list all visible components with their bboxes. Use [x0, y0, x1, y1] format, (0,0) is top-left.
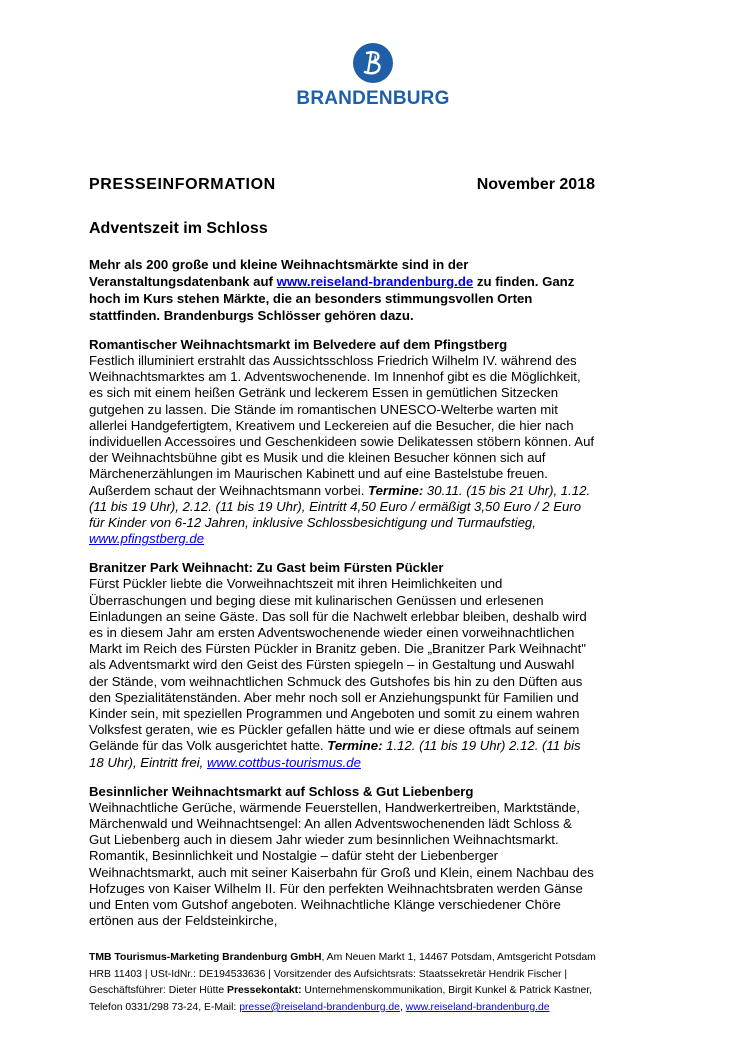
termine-text: 1.12. (11 bis 19 Uhr) 2.12. (11 bis 18 Uhr), Eintritt frei, — [89, 738, 581, 770]
lead-paragraph — [89, 256, 595, 324]
page-title: Adventszeit im Schloss — [89, 220, 268, 237]
section-body: Weihnachtliche Gerüche, wärmende Feuerstellen, Handwerkertreiben, Marktstände, Märchenwald und Weihnachtsengel: An allen Adventswochenenden lädt Schloss & Gut Liebenberg auch in diesem Jahr wieder zum besinnlichen Weihnachtsmarkt. Romantik, Besinnlichkeit und Nostalgie – dafür steht der Liebenberger Weihnachtsmarkt, auch mit seiner Kaiserbahn für Groß und Klein, einem Nachbau des Hofzuges von Kaiser Wilhelm II. Für den perfekten Weihnachtsbraten werden Gänse und Enten vom Gutshof angeboten. Weihnachtliche Klänge verschiedener Chöre ertönen aus der Feldsteinkirche, — [89, 799, 594, 929]
termine-label: Termine: — [368, 482, 424, 498]
reiseland-link[interactable]: www.reiseland-brandenburg.de — [276, 274, 474, 289]
logo-wordmark: BRANDENBURG — [296, 88, 450, 109]
document-body — [89, 176, 595, 930]
footer-website-link[interactable]: www.reiseland-brandenburg.de — [405, 1001, 550, 1013]
lead-text-after: zu finden. Ganz hoch im Kurs stehen Märkte, die an besonders stimmungsvollen Orten stattfinden. Brandenburgs Schlösser gehören dazu. — [89, 274, 575, 323]
section-body — [89, 353, 595, 547]
section-text: Festlich illuminiert erstrahlt das Aussichtsschloss Friedrich Wilhelm IV. während des Weihnachtsmarktes am 1. Adventswochenende. Im Innenhof gibt es die Möglichkeit, es sich mit einem heißen Getränk und leckerem Essen in gemütlichen Sitzecken gutgehen zu lassen. Die Stände im romantischen UNESCO-Welterbe warten mit allerlei Handgefertigtem, Kreativem und Leckereien auf die Besucher, die hier nach individuellen Accessoires und Geschenkideen sowie Delikatessen stöbern können. Auf der Weihnachtsbühne gibt es Musik und die kleinen Besucher können sich auf Märchenerzählungen im Maurischen Kabinett und auf eine Bastelstube freuen. Außerdem schaut der Weihnachtsmann vorbei. — [89, 353, 595, 498]
page-footer — [89, 950, 599, 1016]
termine-label: Termine: — [327, 738, 383, 754]
pfingstberg-link[interactable]: www.pfingstberg.de — [89, 531, 205, 547]
termine-text: 30.11. (15 bis 21 Uhr), 1.12. (11 bis 19 Uhr), 2.12. (11 bis 19 Uhr), Eintritt 4,50 Euro / ermäßigt 3,50 Euro / 2 Euro für Kinder von 6-12 Jahren, inklusive Schlossbesichtigung und Turmaufstieg, — [89, 482, 591, 531]
footer-company: TMB Tourismus-Marketing Brandenburg GmbH — [89, 952, 322, 963]
section-branitz — [89, 559, 595, 770]
footer-text-2: Unternehmenskommunikation, Birgit Kunkel & Patrick Kastner, Telefon 0331/298 73-24, E-Mail: — [89, 985, 593, 1013]
section-title: Branitzer Park Weihnacht: Zu Gast beim Fürsten Pückler — [89, 560, 444, 576]
footer-text-3: , — [399, 1001, 406, 1013]
footer-contact-label: Pressekontakt: — [227, 985, 302, 997]
brand-logo — [0, 42, 746, 110]
lead-text-before: Mehr als 200 große und kleine Weihnachtsmärkte sind in der Veranstaltungsdatenbank auf — [89, 257, 469, 289]
brandenburg-b-icon — [352, 42, 394, 84]
cottbus-tourismus-link[interactable]: www.cottbus-tourismus.de — [207, 754, 361, 770]
footer-text-1: , Am Neuen Markt 1, 14467 Potsdam, Amtsgericht Potsdam HRB 11403 | USt-IdNr.: DE194533636 | Vorsitzender des Aufsichtsrats: Staatssekretär Hendrik Fischer | Geschäftsführer: Dieter Hütte — [89, 952, 596, 997]
press-date: November 2018 — [476, 176, 595, 193]
section-pfingstberg — [89, 336, 595, 547]
section-text: Fürst Pückler liebte die Vorweihnachtszeit mit ihren Heimlichkeiten und Überraschungen und beging diese mit kulinarischen Genüssen und erlesenen Einladungen an seine Gäste. Das soll für die Nachwelt erlebbar bleiben, deshalb wird es in diesem Jahr am ersten Adventswochenende wieder einen vorweihnachtlichen Markt im Reich des Fürsten Pückler in Branitz geben. Die „Branitzer Park Weihnacht" als Adventsmarkt wird den Geist des Fürsten spiegeln – in Gestaltung und Auswahl der Stände, vom weihnachtlichen Schmuck des Gutshofes bis hin zu den Düften aus den Spezialitätenständen. Aber mehr noch soll er Anziehungspunkt für Familien und Kinder sein, mit speziellen Programmen und Angeboten und somit zu einem wahren Volksfest geraten, wie es Pückler gefallen hätte und wie er diese oftmals auf seinem Gelände für das Volk ausgerichtet hatte. — [89, 576, 587, 754]
footer-email-link[interactable]: presse@reiseland-brandenburg.de — [239, 1001, 400, 1013]
section-liebenberg — [89, 783, 595, 930]
section-title: Besinnlicher Weihnachtsmarkt auf Schloss & Gut Liebenberg — [89, 783, 474, 799]
section-body — [89, 576, 595, 770]
press-header — [89, 176, 595, 194]
section-title: Romantischer Weihnachtsmarkt im Belvedere auf dem Pfingstberg — [89, 337, 508, 352]
press-label: PRESSEINFORMATION — [89, 176, 276, 193]
